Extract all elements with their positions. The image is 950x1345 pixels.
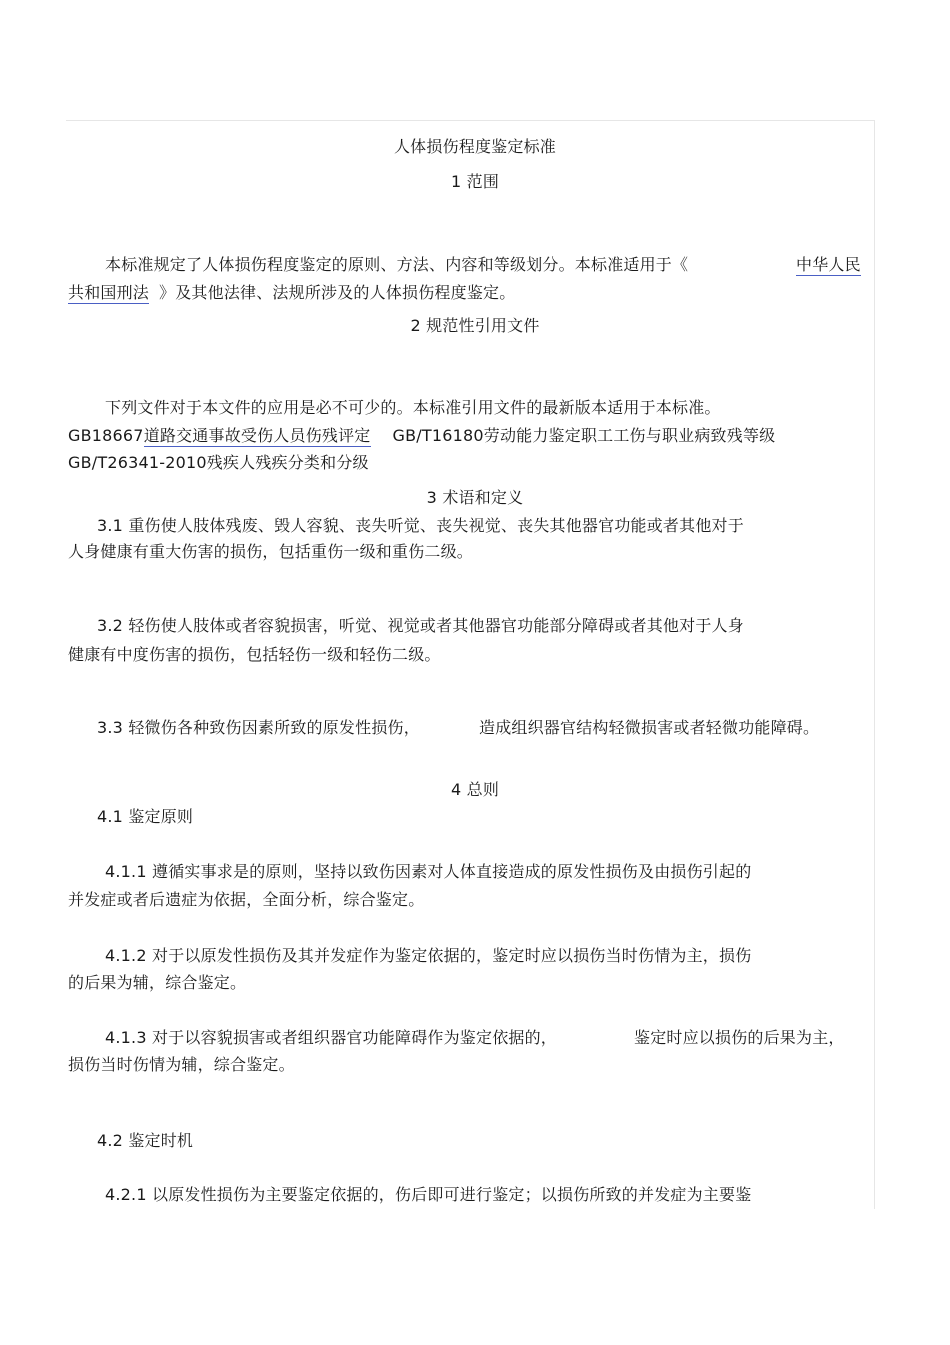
term-3-3-a: 3.3 轻微伤各种致伤因素所致的原发性损伤，: [97, 718, 420, 737]
section-2-paragraph: 下列文件对于本文件的应用是必不可少的。本标准引用文件的最新版本适用于本标准。: [105, 398, 721, 417]
section-2-heading: 2 规范性引用文件: [410, 316, 540, 335]
reference-1-code: GB18667: [68, 426, 144, 445]
clause-4-1-1-line2: 并发症或者后遗症为依据，全面分析，综合鉴定。: [68, 890, 425, 909]
term-3-1-line1: 3.1 重伤使人肢体残废、毁人容貌、丧失听觉、丧失视觉、丧失其他器官功能或者其他对于: [97, 516, 744, 535]
criminal-law-link-part2[interactable]: 共和国刑法: [68, 283, 150, 302]
clause-4-1-1-line1: 4.1.1 遵循实事求是的原则，坚持以致伤因素对人体直接造成的原发性损伤及由损伤引起的: [105, 862, 752, 881]
criminal-law-link-text1[interactable]: 中华人民: [796, 255, 861, 274]
section-1-text-b: 》及其他法律、法规所涉及的人体损伤程度鉴定。: [159, 283, 516, 302]
reference-1-link[interactable]: 道路交通事故受伤人员伤残评定: [143, 426, 371, 445]
clause-4-1-3-b: 鉴定时应以损伤的后果为主，: [634, 1028, 845, 1047]
section-1-heading: 1 范围: [450, 172, 500, 191]
criminal-law-link-part1[interactable]: [796, 255, 861, 275]
reference-2: GB/T16180劳动能力鉴定职工工伤与职业病致残等级: [392, 426, 776, 445]
section-4-1-heading: 4.1 鉴定原则: [97, 807, 194, 826]
section-1-paragraph-line1: [105, 255, 688, 275]
section-1-paragraph-line2: [68, 283, 515, 303]
clause-4-1-2-line2: 的后果为辅，综合鉴定。: [68, 973, 247, 992]
clause-4-1-3-line2: 损伤当时伤情为辅，综合鉴定。: [68, 1055, 295, 1074]
section-4-heading: 4 总则: [450, 780, 500, 799]
document-title: 人体损伤程度鉴定标准: [393, 137, 556, 156]
section-4-2-heading: 4.2 鉴定时机: [97, 1131, 194, 1150]
reference-3: GB/T26341-2010残疾人残疾分类和分级: [68, 453, 369, 472]
reference-line-1: [68, 426, 775, 446]
clause-4-1-2-line1: 4.1.2 对于以原发性损伤及其并发症作为鉴定依据的，鉴定时应以损伤当时伤情为主，损伤: [105, 946, 752, 965]
section-1-text-a: 本标准规定了人体损伤程度鉴定的原则、方法、内容和等级划分。本标准适用于《: [105, 255, 689, 274]
term-3-1-line2: 人身健康有重大伤害的损伤，包括重伤一级和重伤二级。: [68, 542, 474, 561]
term-3-2-line2: 健康有中度伤害的损伤，包括轻伤一级和轻伤二级。: [68, 645, 441, 664]
section-3-heading: 3 术语和定义: [426, 488, 524, 507]
term-3-2-line1: 3.2 轻伤使人肢体或者容貌损害，听觉、视觉或者其他器官功能部分障碍或者其他对于人身: [97, 616, 744, 635]
clause-4-1-3-a: 4.1.3 对于以容貌损害或者组织器官功能障碍作为鉴定依据的，: [105, 1028, 557, 1047]
clause-4-2-1-line1: 4.2.1 以原发性损伤为主要鉴定依据的，伤后即可进行鉴定；以损伤所致的并发症为主要鉴: [105, 1185, 752, 1204]
term-3-3-b: 造成组织器官结构轻微损害或者轻微功能障碍。: [479, 718, 820, 737]
